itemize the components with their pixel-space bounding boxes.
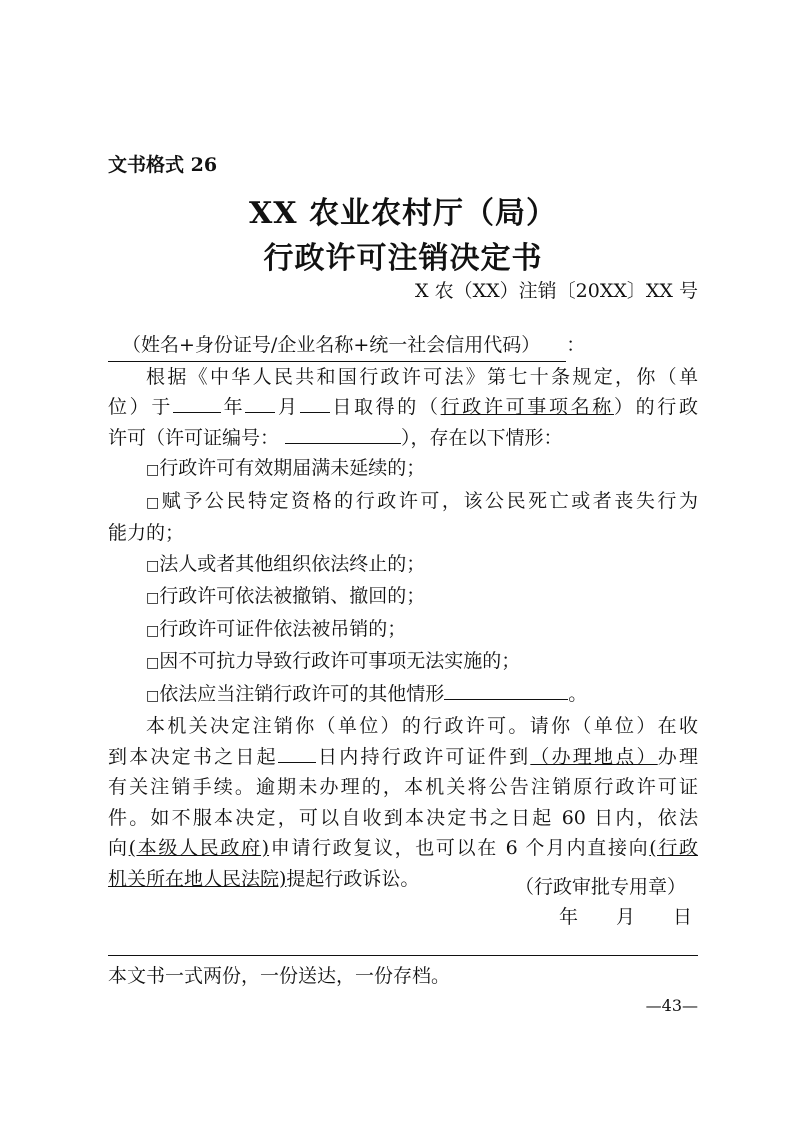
permit-number-blank (285, 424, 401, 444)
court-name-part2: 机关所在地人民法院) (108, 867, 287, 890)
text-segment: 办理 (657, 745, 698, 768)
footer-divider (108, 955, 698, 956)
option-label: 行政许可依法被撤销、撤回的； (159, 585, 426, 607)
other-circumstance-blank (444, 680, 568, 700)
checkbox-icon: □ (146, 687, 160, 704)
checkbox-icon: □ (146, 557, 160, 574)
checkbox-icon: □ (146, 655, 160, 671)
document-body (108, 330, 698, 894)
option-label: 行政许可证件依法被吊销的； (159, 617, 407, 640)
option-label: 赋予公民特定资格的行政许可，该公民死亡或者丧失行为 (161, 489, 698, 512)
format-label: 文书格式 26 (108, 154, 218, 176)
recipient-field: （姓名+身份证号/企业名称+统一社会信用代码） (108, 330, 566, 362)
text-segment: 向 (108, 837, 129, 859)
document-number: X 农（XX）注销〔20XX〕XX 号 (415, 280, 698, 302)
option-label: 行政许可有效期届满未延续的； (159, 457, 426, 479)
para1-line2 (108, 392, 698, 423)
option-item (108, 679, 698, 712)
option-item (108, 646, 698, 679)
official-seal-placeholder: （行政审批专用章） (514, 876, 686, 898)
option-label: 依法应当注销行政许可的其他情形 (159, 682, 445, 705)
text-segment: 许可（许可证编号： (108, 426, 280, 449)
option-item (108, 486, 698, 519)
signature-date (559, 902, 692, 929)
text-segment: ）的行政 (613, 396, 698, 418)
text-segment: 日取得的（ (329, 396, 441, 418)
document-page (108, 0, 698, 1122)
checkbox-icon: □ (146, 590, 160, 606)
text-segment: 到本决定书之日起 (108, 745, 278, 768)
option-item (108, 549, 698, 582)
para2-line4: 件。如不服本决定，可以自收到本决定书之日起 60 日内，依法 (108, 806, 698, 829)
para2-line1: 本机关决定注销你（单位）的行政许可。请你（单位）在收 (146, 715, 698, 737)
day-blank (300, 393, 330, 413)
option-item (108, 614, 698, 647)
option-item (108, 453, 698, 486)
para2-line3: 有关注销手续。逾期未办理的，本机关将公告注销原行政许可证 (108, 776, 698, 798)
permit-item-name: 行政许可事项名称 (440, 396, 614, 418)
date-day: 日 (672, 906, 692, 928)
recipient-colon: ： (566, 334, 586, 356)
text-segment: 位）于 (108, 396, 173, 418)
court-name-part1: (行政 (649, 837, 698, 859)
checkbox-icon: □ (146, 462, 160, 478)
month-blank (245, 393, 275, 413)
para2-line5 (108, 833, 698, 864)
recipient-line (108, 330, 698, 362)
para1-line3 (108, 423, 698, 454)
checkbox-icon: □ (146, 494, 162, 511)
checkbox-icon: □ (146, 622, 160, 639)
text-segment: 申请行政复议，也可以在 6 个月内直接向 (269, 837, 650, 859)
issuing-authority-title: XX 农业农村厅（局） (249, 196, 557, 231)
para1-line1: 根据《中华人民共和国行政许可法》第七十条规定，你（单 (146, 365, 698, 388)
option-label: 因不可抗力导致行政许可事项无法实施的； (159, 650, 521, 672)
document-title: 行政许可注销决定书 (263, 241, 543, 276)
text-segment: 提起行政诉讼。 (286, 867, 420, 890)
page-number: —43— (645, 996, 698, 1015)
text-segment: 。 (568, 682, 588, 705)
review-authority: (本级人民政府) (128, 837, 270, 859)
handling-location: （办理地点） (530, 745, 658, 768)
option-item (108, 581, 698, 614)
date-year: 年 (558, 906, 578, 928)
days-blank (278, 743, 316, 763)
copies-note: 本文书一式两份，一份送达，一份存档。 (108, 965, 451, 987)
date-month: 月 (615, 906, 635, 928)
year-blank (173, 393, 221, 413)
text-segment: 日内持行政许可证件到 (315, 745, 531, 768)
text-segment: ），存在以下情形： (401, 426, 563, 449)
text-segment: 月 (275, 396, 300, 418)
para2-line2 (108, 742, 698, 773)
option-continuation: 能力的； (108, 522, 185, 544)
option-label: 法人或者其他组织依法终止的； (159, 552, 426, 575)
text-segment: 年 (221, 396, 246, 418)
